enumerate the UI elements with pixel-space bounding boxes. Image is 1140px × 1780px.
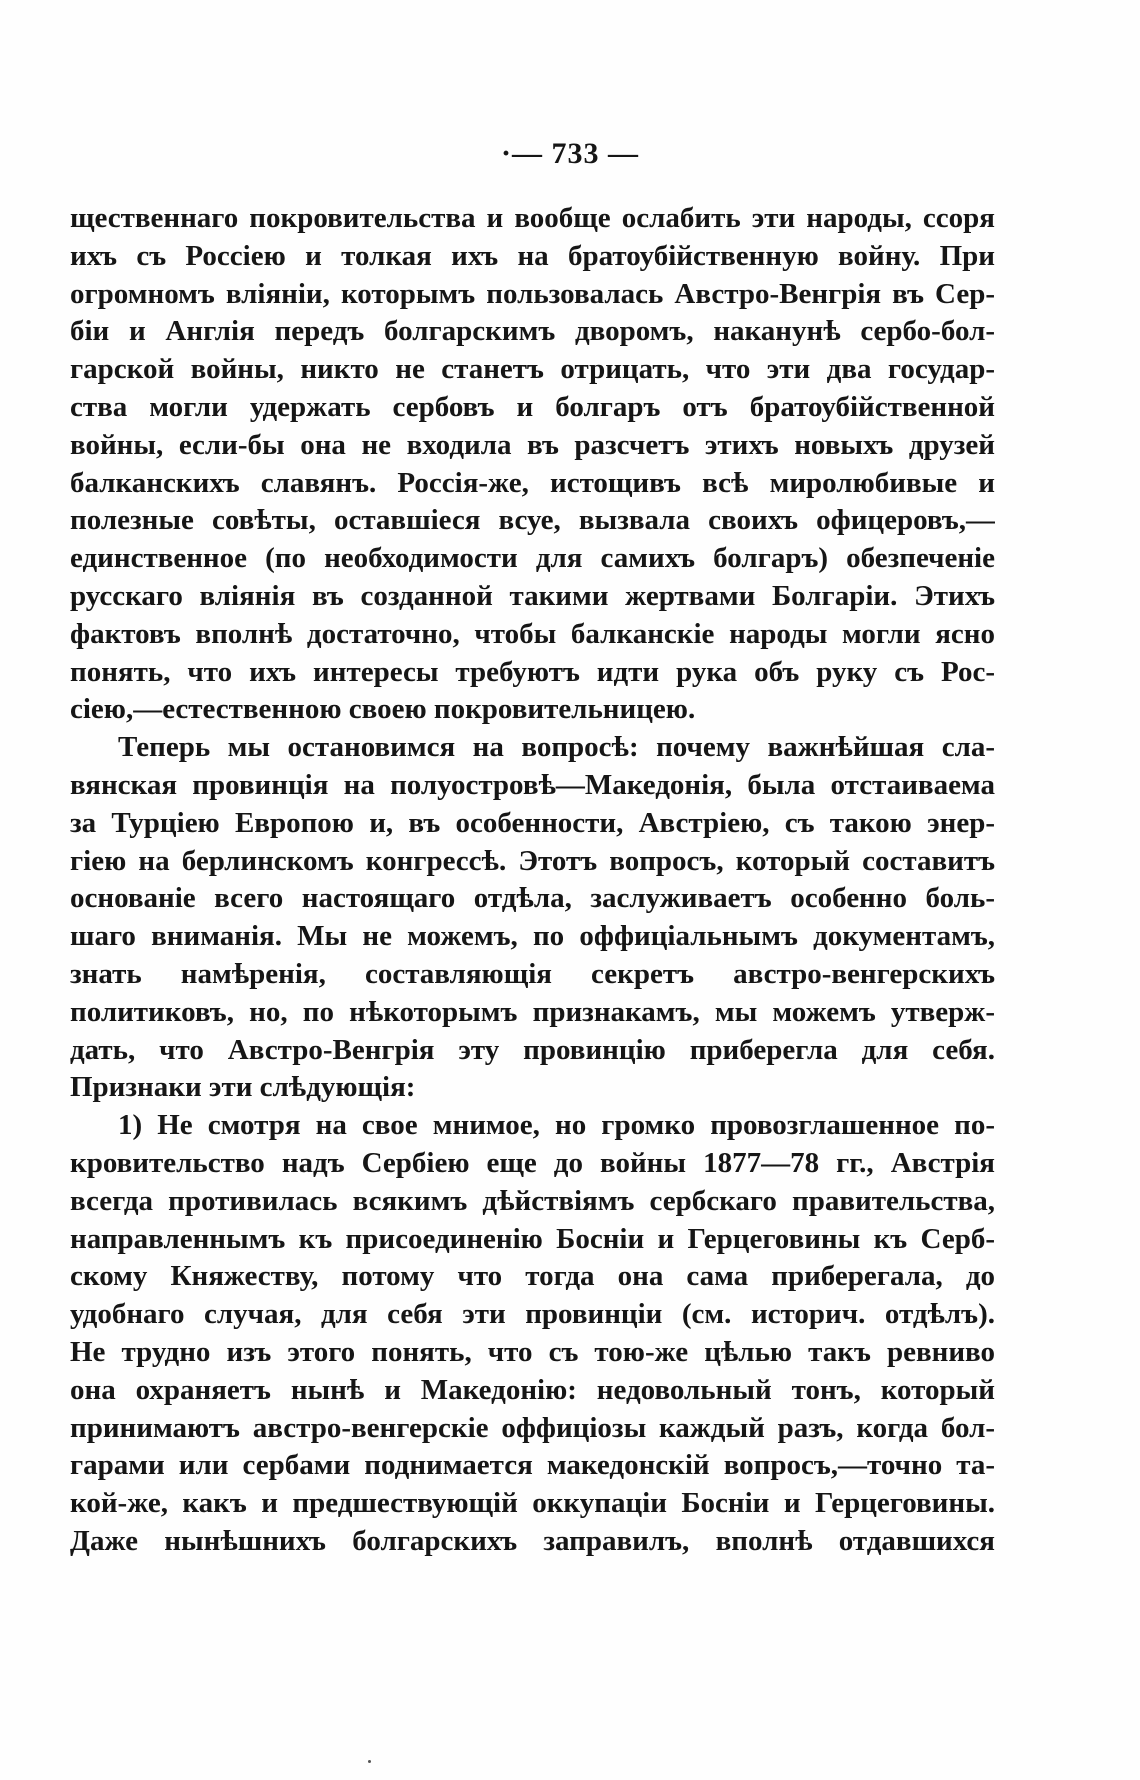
text-line: кровительство надъ Сербiею еще до войны 1877—78 гг., Австрiя [70, 1146, 995, 1179]
text-line: ихъ съ Россiею и толкая ихъ на братоубiйственную войну. При [70, 239, 995, 272]
text-line: она охраняетъ нынѣ и Македонiю: недовольный тонъ, который [70, 1373, 995, 1406]
text-line: 1) Не смотря на свое мнимое, но громко провозглашенное по- [118, 1109, 995, 1142]
text-line: Признаки эти слѣдующiя: [70, 1071, 416, 1104]
text-line: скому Княжеству, потому что тогда она сама приберегала, до [70, 1260, 995, 1293]
text-line: принимаютъ австро-венгерскiе оффицiозы каждый разъ, когда бол- [70, 1411, 995, 1444]
text-line: кой-же, какъ и предшествующiй оккупацiи Боснiи и Герцеговины. [70, 1487, 995, 1520]
page-number: ·— 733 — [500, 137, 639, 170]
text-line: знать намѣренiя, составляющiя секретъ австро-венгерскихъ [70, 957, 995, 990]
text-line: щественнаго покровительства и вообще ослабить эти народы, ссоря [70, 202, 995, 234]
text-line: полезные совѣты, оставшiеся всуе, вызвала своихъ офицеровъ,— [70, 504, 995, 537]
text-line: гарской войны, никто не станетъ отрицать, что эти два государ- [70, 353, 995, 386]
text-line: дать, что Австро-Венгрiя эту провинцiю приберегла для себя. [70, 1033, 995, 1066]
text-line: за Турцiею Европою и, въ особенности, Австрiею, съ такою энер- [70, 806, 995, 839]
text-line: удобнаго случая, для себя эти провинцiи (см. историч. отдѣлъ). [70, 1298, 995, 1331]
text-line: балканскихъ славянъ. Россiя-же, истощивъ всѣ миролюбивые и [70, 466, 995, 499]
scan-speck [368, 1760, 371, 1763]
text-line: русскаго влiянiя въ созданной такими жертвами Болгарiи. Этихъ [70, 579, 995, 612]
text-line: гiею на берлинскомъ конгрессѣ. Этотъ вопросъ, который составитъ [70, 844, 995, 877]
text-line: Не трудно изъ этого понять, что съ тою-же цѣлью такъ ревниво [70, 1335, 995, 1368]
text-line: ства могли удержать сербовъ и болгаръ отъ братоубiйственной [70, 390, 995, 423]
text-line: единственное (по необходимости для самихъ болгаръ) обезпеченiе [70, 542, 995, 575]
text-line: сiею,—естественною своею покровительницею. [70, 693, 696, 726]
text-line: направленнымъ къ присоединенiю Боснiи и Герцеговины къ Серб- [70, 1222, 995, 1255]
text-line: Даже нынѣшнихъ болгарскихъ заправилъ, вполнѣ отдавшихся [70, 1524, 995, 1557]
text-line: понять, что ихъ интересы требуютъ идти рука объ руку съ Рос- [70, 655, 995, 688]
text-line: основанiе всего настоящаго отдѣла, заслуживаетъ особенно боль- [70, 882, 995, 915]
body-text [70, 200, 995, 1561]
text-line: бiи и Англiя передъ болгарскимъ дворомъ, наканунѣ сербо-бол- [70, 315, 995, 348]
text-line: фактовъ вполнѣ достаточно, чтобы балканскiе народы могли ясно [70, 617, 995, 650]
text-line: огромномъ влiянiи, которымъ пользовалась Австро-Венгрiя въ Сер- [70, 277, 995, 310]
text-line: шаго вниманiя. Мы не можемъ, по оффицiальнымъ документамъ, [70, 920, 995, 953]
text-line: политиковъ, но, по нѣкоторымъ признакамъ, мы можемъ утверж- [70, 995, 995, 1028]
text-line: всегда противилась всякимъ дѣйствiямъ сербскаго правительства, [70, 1184, 995, 1217]
text-line: гарами или сербами поднимается македонскiй вопросъ,—точно та- [70, 1449, 995, 1482]
text-line: войны, если-бы она не входила въ разсчетъ этихъ новыхъ друзей [70, 428, 995, 461]
text-line: вянская провинцiя на полуостровѣ—Македонiя, была отстаиваема [70, 768, 995, 801]
text-line: Теперь мы остановимся на вопросѣ: почему важнѣйшая сла- [118, 731, 995, 764]
